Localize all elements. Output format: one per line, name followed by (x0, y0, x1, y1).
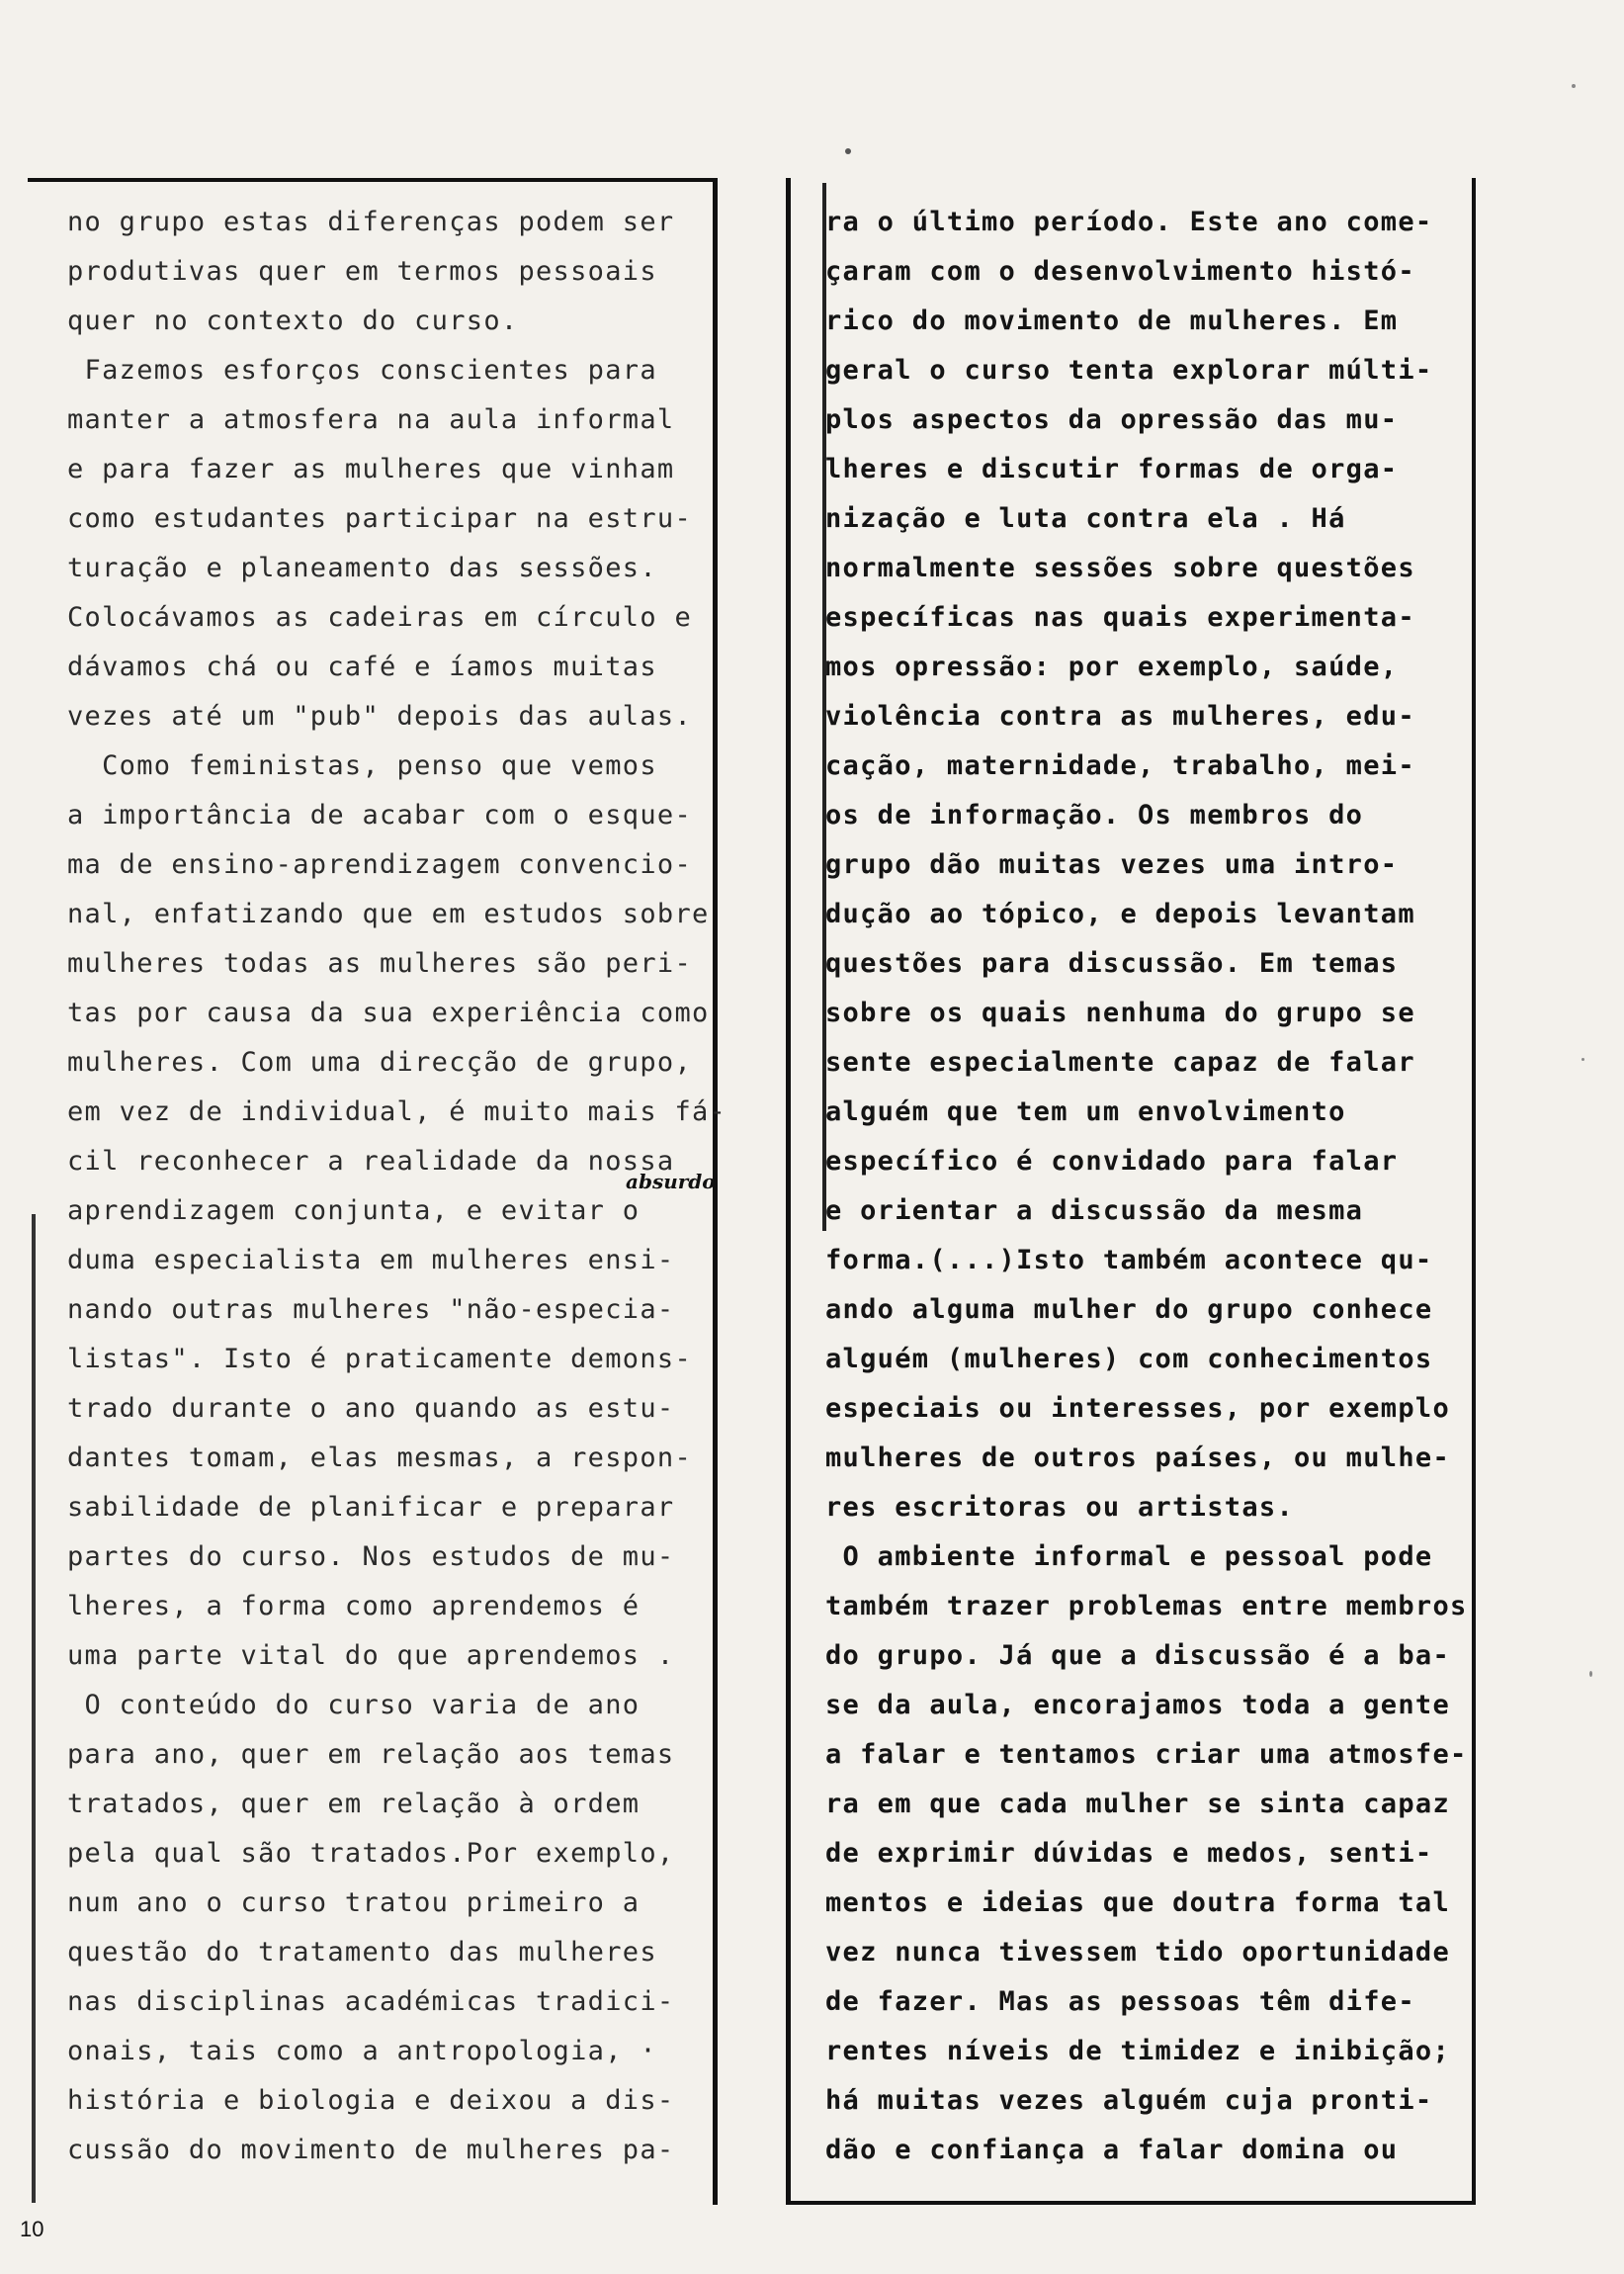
scan-speck (1572, 84, 1576, 88)
text-line: a importância de acabar com o esque- (67, 800, 692, 831)
text-line: dão e confiança a falar domina ou (825, 2135, 1399, 2165)
text-line: grupo dão muitas vezes uma intro- (825, 849, 1399, 880)
handwritten-annotation: absurdo (626, 1170, 716, 1193)
text-line: para ano, quer em relação aos temas (67, 1739, 675, 1770)
text-line: dávamos chá ou café e íamos muitas (67, 652, 657, 682)
text-line: rentes níveis de timidez e inibição; (825, 2036, 1450, 2066)
text-line: sente especialmente capaz de falar (825, 1047, 1415, 1078)
text-line: nização e luta contra ela . Há (825, 503, 1346, 534)
text-line: cussão do movimento de mulheres pa- (67, 2135, 675, 2165)
text-line: manter a atmosfera na aula informal (67, 404, 675, 435)
text-line: vez nunca tivessem tido oportunidade (825, 1937, 1450, 1968)
text-line: questões para discussão. Em temas (825, 948, 1399, 979)
text-line: produtivas quer em termos pessoais (67, 256, 657, 287)
text-line: mulheres. Com uma direcção de grupo, (67, 1047, 692, 1078)
text-line: plos aspectos da opressão das mu- (825, 404, 1399, 435)
text-line: ra em que cada mulher se sinta capaz (825, 1789, 1450, 1819)
text-line: como estudantes participar na estru- (67, 503, 692, 534)
text-line: no grupo estas diferenças podem ser (67, 207, 675, 237)
text-line: Fazemos esforços conscientes para (67, 355, 657, 386)
text-line: alguém que tem um envolvimento (825, 1096, 1346, 1127)
text-line: mos opressão: por exemplo, saúde, (825, 652, 1399, 682)
text-line: listas". Isto é praticamente demons- (67, 1344, 692, 1374)
text-line: ra o último período. Este ano come- (825, 207, 1433, 237)
text-line: ma de ensino-aprendizagem convencio- (67, 849, 692, 880)
text-line: uma parte vital do que aprendemos . (67, 1640, 675, 1671)
text-line: sabilidade de planificar e preparar (67, 1492, 675, 1523)
text-line: em vez de individual, é muito mais fá- (67, 1096, 727, 1127)
text-line: de exprimir dúvidas e medos, senti- (825, 1838, 1433, 1869)
text-line: do grupo. Já que a discussão é a ba- (825, 1640, 1450, 1671)
text-line: duma especialista em mulheres ensi- (67, 1245, 675, 1275)
text-line: O ambiente informal e pessoal pode (825, 1541, 1433, 1572)
text-line: mulheres todas as mulheres são peri- (67, 948, 692, 979)
text-line: os de informação. Os membros do (825, 800, 1364, 831)
text-line: çaram com o desenvolvimento histó- (825, 256, 1415, 287)
text-line: se da aula, encorajamos toda a gente (825, 1690, 1450, 1720)
text-line: onais, tais como a antropologia, · (67, 2036, 657, 2066)
text-line: num ano o curso tratou primeiro a (67, 1887, 641, 1918)
text-line: alguém (mulheres) com conhecimentos (825, 1344, 1433, 1374)
text-line: rico do movimento de mulheres. Em (825, 306, 1399, 336)
scan-speck (1581, 1058, 1584, 1061)
text-line: sobre os quais nenhuma do grupo se (825, 998, 1415, 1028)
text-line: violência contra as mulheres, edu- (825, 701, 1415, 732)
text-line: forma.(...)Isto também acontece qu- (825, 1245, 1433, 1275)
text-line: Como feministas, penso que vemos (67, 750, 657, 781)
page-number: 10 (20, 2217, 44, 2241)
text-line: quer no contexto do curso. (67, 306, 519, 336)
text-line: também trazer problemas entre membros (825, 1591, 1468, 1621)
scan-speck (845, 148, 851, 154)
text-line: trado durante o ano quando as estu- (67, 1393, 675, 1424)
text-line: O conteúdo do curso varia de ano (67, 1690, 641, 1720)
text-line: e orientar a discussão da mesma (825, 1195, 1364, 1226)
scan-speck (1589, 1671, 1592, 1677)
text-line: lheres, a forma como aprendemos é (67, 1591, 641, 1621)
text-line: de fazer. Mas as pessoas têm dife- (825, 1986, 1415, 2017)
text-line: Colocávamos as cadeiras em círculo e (67, 602, 692, 633)
text-line: a falar e tentamos criar uma atmosfe- (825, 1739, 1468, 1770)
text-line: dantes tomam, elas mesmas, a respon- (67, 1443, 692, 1473)
text-line: especiais ou interesses, por exemplo (825, 1393, 1450, 1424)
text-line: tratados, quer em relação à ordem (67, 1789, 641, 1819)
text-line: há muitas vezes alguém cuja pronti- (825, 2085, 1433, 2116)
text-line: aprendizagem conjunta, e evitar o (67, 1195, 641, 1226)
text-line: tas por causa da sua experiência como (67, 998, 710, 1028)
left-column-margin-line (32, 1214, 36, 2203)
text-line: geral o curso tenta explorar múlti- (825, 355, 1433, 386)
text-line: dução ao tópico, e depois levantam (825, 899, 1415, 929)
text-line: nando outras mulheres "não-especia- (67, 1294, 675, 1325)
right-column-text (825, 198, 1468, 2175)
text-line: cil reconhecer a realidade da nossa (67, 1146, 675, 1177)
text-line: nas disciplinas académicas tradici- (67, 1986, 675, 2017)
text-line: e para fazer as mulheres que vinham (67, 454, 675, 484)
text-line: vezes até um "pub" depois das aulas. (67, 701, 692, 732)
text-line: questão do tratamento das mulheres (67, 1937, 657, 1968)
text-line: ando alguma mulher do grupo conhece (825, 1294, 1433, 1325)
text-line: nal, enfatizando que em estudos sobre (67, 899, 710, 929)
text-line: pela qual são tratados.Por exemplo, (67, 1838, 675, 1869)
text-line: normalmente sessões sobre questões (825, 553, 1415, 583)
text-line: cação, maternidade, trabalho, mei- (825, 750, 1415, 781)
text-line: específicas nas quais experimenta- (825, 602, 1415, 633)
text-line: turação e planeamento das sessões. (67, 553, 657, 583)
text-line: partes do curso. Nos estudos de mu- (67, 1541, 675, 1572)
text-line: mentos e ideias que doutra forma tal (825, 1887, 1450, 1918)
text-line: mulheres de outros países, ou mulhe- (825, 1443, 1450, 1473)
text-line: lheres e discutir formas de orga- (825, 454, 1399, 484)
text-line: res escritoras ou artistas. (825, 1492, 1294, 1523)
text-line: história e biologia e deixou a dis- (67, 2085, 675, 2116)
text-line: específico é convidado para falar (825, 1146, 1399, 1177)
